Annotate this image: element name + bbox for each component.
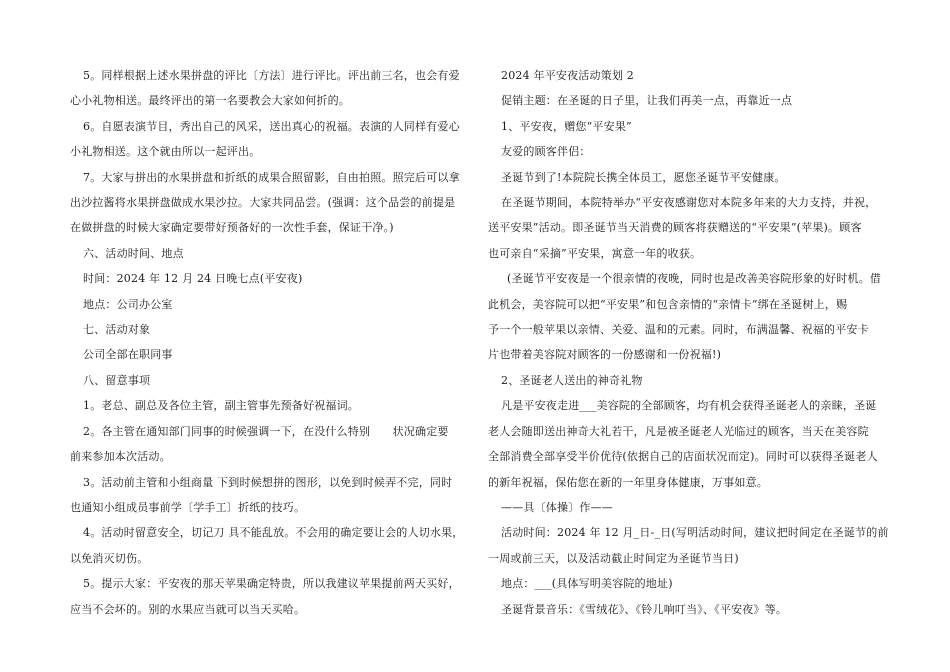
section-heading: 六、活动时间、地点: [83, 246, 184, 260]
text-line: 以免消灭切伤。: [70, 551, 149, 565]
text-line: 予一个一般苹果以亲情、关爱、温和的元素。同时，布满温馨、祝福的平安卡: [488, 323, 869, 337]
text-line: 前来参加本次活动。: [70, 450, 171, 464]
text-line: 4。活动时留意安全，切记刀 具不能乱放。不会用的确定要让会的人切水果，: [83, 526, 464, 540]
text-line: 凡是平安夜走进___美容院的全部顾客，均有机会获得圣诞老人的亲睐，圣诞: [501, 399, 877, 413]
text-line: 出沙拉酱将水果拼盘做成水果沙拉。大家共同品尝。(强调：这个品尝的前提是: [70, 196, 456, 210]
text-line: 在圣诞节期间，本院特举办“平安夜感谢您对本院多年来的大力支持，并祝，: [501, 196, 877, 210]
text-line: 2。各主管在通知部门同事的时候强调一下，在没什么特别 状况确定要: [83, 424, 449, 438]
text-line: 也通知小组成员事前学〔学手工〕折纸的技巧。: [70, 500, 306, 514]
text-line: 圣诞节到了!本院院长携全体员工，愿您圣诞节平安健康。: [501, 170, 786, 184]
text-line: 促销主题：在圣诞的日子里，让我们再美一点，再靠近一点: [501, 94, 793, 108]
text-line: 应当不会坏的。别的水果应当就可以当天买哈。: [70, 602, 306, 616]
right-column: [488, 63, 888, 622]
text-line: (圣诞节平安夜是一个很亲情的夜晚，同时也是改善美容院形象的好时机。借: [507, 272, 882, 286]
text-line: 地点：___(具体写明美容院的地址): [501, 577, 673, 591]
text-line: 老人会随即送出神奇大礼若干，凡是被圣诞老人光临过的顾客，当天在美容院: [488, 424, 869, 438]
section-heading: 1、平安夜，赠您“平安果”: [501, 119, 632, 133]
text-line: 公司全部在职同事: [83, 348, 173, 362]
section-heading: 七、活动对象: [83, 323, 151, 337]
section-heading: 2、圣诞老人送出的神奇礼物: [501, 373, 643, 387]
text-line: 3。活动前主管和小组商量 下到时候想拼的图形，以免到时候弄不完，同时: [83, 475, 453, 489]
text-line: 6。自愿表演节目，秀出自己的风采，送出真心的祝福。表演的人同样有爱心: [83, 119, 460, 133]
text-line: 友爱的顾客伴侣：: [501, 145, 591, 159]
text-line: 的新年祝福，保佑您在新的一年里身体健康，万事如意。: [488, 475, 768, 489]
text-line: 5。提示大家：平安夜的那天苹果确定特贵，所以我建议苹果提前两天买好，: [83, 577, 460, 591]
text-line: 5。同样根据上述水果拼盘的评比〔方法〕进行评比。评出前三名，也会有爱: [83, 69, 460, 82]
text-line: 活动时间：2024 年 12 月_日-_日(写明活动时间，建议把时间定在圣诞节的前: [501, 526, 889, 540]
text-line: 在做拼盘的时候大家确定要带好预备好的一次性手套，保证干净。): [70, 221, 394, 235]
text-line: 7。大家与拼出的水果拼盘和折纸的成果合照留影，自由拍照。照完后可以拿: [83, 170, 460, 184]
text-line: 全部消费全部享受半价优待(依据自己的店面状况而定)。同时可以获得圣诞老人: [488, 450, 878, 464]
section-heading: 八、留意事项: [83, 373, 151, 387]
section-heading: ——具〔体操〕作——: [501, 500, 613, 514]
text-line: 1。老总、副总及各位主管，副主管事先预备好祝福词。: [83, 399, 359, 413]
text-line: 此机会，美容院可以把“平安果”和包含亲情的“亲情卡”绑在圣诞树上，赐: [488, 297, 848, 311]
text-line: 送平安果”活动。即圣诞节当天消费的顾客将获赠送的“平安果”(苹果)。顾客: [488, 221, 862, 235]
text-line: 一周或前三天，以及活动截止时间定为圣诞节当日): [488, 551, 739, 565]
text-line: 圣诞背景音乐：《雪绒花》、《铃儿响叮当》、《平安夜》等。: [501, 602, 788, 616]
text-line: 小礼物相送。这个就由所以一起评出。: [70, 145, 261, 159]
text-line: 时间：2024 年 12 月 24 日晚七点(平安夜): [83, 272, 303, 286]
text-line: 片也带着美容院对顾客的一份感谢和一份祝福!): [488, 348, 722, 362]
document-title: 2024 年平安夜活动策划 2: [501, 69, 634, 82]
text-line: 地点：公司办公室: [83, 297, 173, 311]
text-line: 心小礼物相送。最终评出的第一名要教会大家如何折的。: [70, 94, 350, 108]
text-line: 也可亲自“采摘”平安果，寓意一年的收获。: [488, 246, 702, 260]
left-column: [70, 63, 470, 622]
